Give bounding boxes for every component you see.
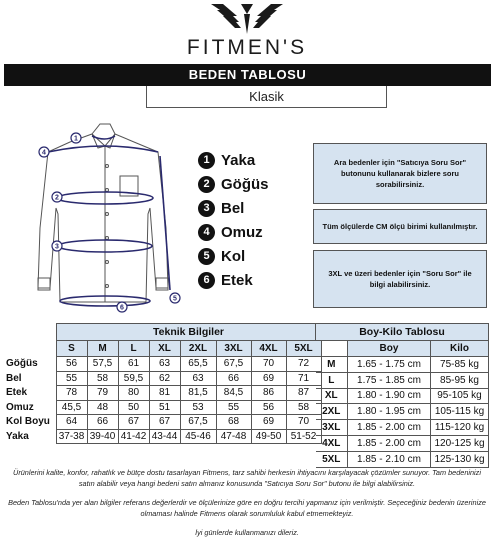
table-cell: 65,5: [180, 357, 216, 372]
measure-item-gogus: [198, 172, 308, 196]
measure-label: Bel: [221, 199, 245, 217]
table-row: [4, 415, 321, 430]
table-cell: 63: [180, 371, 216, 386]
svg-text:1: 1: [74, 135, 78, 143]
table-row: [4, 429, 321, 444]
row-label: Bel: [4, 371, 56, 386]
table-cell: 72: [286, 357, 321, 372]
table-cell: 53: [180, 400, 216, 415]
number-badge: 6: [198, 272, 215, 289]
row-label: Yaka: [4, 429, 56, 444]
size-cell: L: [316, 372, 348, 388]
measure-item-omuz: [198, 220, 308, 244]
table-cell: 67: [149, 415, 180, 430]
table-cell: 55: [216, 400, 251, 415]
measure-item-etek: [198, 268, 308, 292]
boy-kilo-table: [315, 323, 489, 468]
boy-cell: 1.80 - 1.95 cm: [348, 404, 431, 420]
table-cell: 45-46: [180, 429, 216, 444]
table-cell: 47-48: [216, 429, 251, 444]
number-badge: 2: [198, 176, 215, 193]
boy-cell: 1.85 - 2.10 cm: [348, 451, 431, 467]
size-header: XL: [149, 341, 180, 357]
size-cell: 4XL: [316, 435, 348, 451]
measure-item-bel: [198, 196, 308, 220]
fitmens-wing-logo: [207, 2, 287, 36]
table-cell: 66: [87, 415, 118, 430]
size-cell: 2XL: [316, 404, 348, 420]
row-label: Göğüs: [4, 357, 56, 372]
size-header: L: [118, 341, 149, 357]
kilo-cell: 105-115 kg: [431, 404, 489, 420]
table-cell: 81: [149, 386, 180, 401]
table-cell: 62: [149, 371, 180, 386]
table-cell: 41-42: [118, 429, 149, 444]
boy-kilo-title: Boy-Kilo Tablosu: [316, 324, 489, 341]
table-row: [316, 357, 489, 373]
table-cell: 39-40: [87, 429, 118, 444]
size-header: S: [56, 341, 87, 357]
table-cell: 45,5: [56, 400, 87, 415]
table-cell: 37-38: [56, 429, 87, 444]
table-cell: 78: [56, 386, 87, 401]
boy-cell: 1.75 - 1.85 cm: [348, 372, 431, 388]
brand-logo: [0, 2, 494, 60]
svg-text:3: 3: [55, 243, 59, 251]
table-cell: 70: [286, 415, 321, 430]
table-row: [316, 372, 489, 388]
table-cell: 48: [87, 400, 118, 415]
kilo-cell: 125-130 kg: [431, 451, 489, 467]
table-cell: 68: [216, 415, 251, 430]
svg-text:5: 5: [173, 295, 177, 303]
measurement-legend: [198, 148, 308, 292]
info-note-cm-unit: Tüm ölçülerde CM ölçü birimi kullanılmıştır.: [313, 209, 487, 244]
page-subtitle: Klasik: [146, 86, 387, 108]
table-cell: 59,5: [118, 371, 149, 386]
table-cell: 58: [286, 400, 321, 415]
table-cell: 51-52: [286, 429, 321, 444]
technical-size-table: [4, 323, 322, 444]
kilo-cell: 75-85 kg: [431, 357, 489, 373]
size-header: 4XL: [251, 341, 286, 357]
measure-label: Etek: [221, 271, 253, 289]
table-row: [4, 371, 321, 386]
table-cell: 67,5: [216, 357, 251, 372]
size-header: 2XL: [180, 341, 216, 357]
footer-text-3: İyi günlerde kullanmanızı dileriz.: [195, 528, 299, 537]
boy-header: Boy: [348, 341, 431, 357]
table-cell: 71: [286, 371, 321, 386]
table-cell: 64: [56, 415, 87, 430]
table-cell: 56: [251, 400, 286, 415]
table-cell: 66: [216, 371, 251, 386]
measure-label: Göğüs: [221, 175, 269, 193]
table-cell: 69: [251, 371, 286, 386]
table-cell: 43-44: [149, 429, 180, 444]
info-note-ara-beden: Ara bedenler için "Satıcıya Soru Sor" butonunu kullanarak bizlere soru sorabilirsiniz.: [313, 143, 487, 204]
table-row: [316, 404, 489, 420]
shirt-illustration: [30, 118, 200, 314]
table-cell: 56: [56, 357, 87, 372]
table-cell: 70: [251, 357, 286, 372]
boy-cell: 1.65 - 1.75 cm: [348, 357, 431, 373]
table-cell: 50: [118, 400, 149, 415]
number-badge: 3: [198, 200, 215, 217]
table-row: [4, 357, 321, 372]
table-cell: 55: [56, 371, 87, 386]
table-cell: 61: [118, 357, 149, 372]
page-title: BEDEN TABLOSU: [4, 64, 491, 86]
number-badge: 4: [198, 224, 215, 241]
svg-text:6: 6: [120, 304, 124, 312]
technical-table-title: Teknik Bilgiler: [56, 324, 321, 341]
boy-cell: 1.80 - 1.90 cm: [348, 388, 431, 404]
kilo-cell: 85-95 kg: [431, 372, 489, 388]
table-cell: 69: [251, 415, 286, 430]
size-header: M: [87, 341, 118, 357]
number-badge: 1: [198, 152, 215, 169]
row-label: Etek: [4, 386, 56, 401]
boy-cell: 1.85 - 2.00 cm: [348, 420, 431, 436]
row-label: Omuz: [4, 400, 56, 415]
table-cell: 87: [286, 386, 321, 401]
table-cell: 51: [149, 400, 180, 415]
table-cell: 57,5: [87, 357, 118, 372]
size-cell: 5XL: [316, 451, 348, 467]
size-cell: M: [316, 357, 348, 373]
footer-text-1: Ürünlerini kalite, konfor, rahatlık ve bütçe dostu tasarlayan Fitmens, tarz sahibi herkesin ihtiyacını karşılayacak çözümler sunuyor. Tam bedeninizi satın alabilir veya hangi bedeni satın almanız konusunda "Satıcıya Soru Sor" butonu ile bilgi alabilirsiniz.: [13, 468, 481, 488]
table-row: [316, 435, 489, 451]
row-label: Kol Boyu: [4, 415, 56, 430]
svg-text:4: 4: [42, 149, 46, 157]
table-row: [4, 400, 321, 415]
info-note-3xl: 3XL ve üzeri bedenler için "Soru Sor" ile bilgi alabilirsiniz.: [313, 250, 487, 308]
table-row: [316, 451, 489, 467]
table-cell: 58: [87, 371, 118, 386]
measure-item-yaka: [198, 148, 308, 172]
kilo-cell: 120-125 kg: [431, 435, 489, 451]
table-row: [4, 386, 321, 401]
table-cell: 79: [87, 386, 118, 401]
kilo-cell: 95-105 kg: [431, 388, 489, 404]
shirt-diagram: [30, 118, 200, 314]
table-cell: 86: [251, 386, 286, 401]
size-cell: XL: [316, 388, 348, 404]
footer-text-2: Beden Tablosu'nda yer alan bilgiler referans değerlerdir ve ölçülerinize göre en doğru tercihi yapmanız için verilmiştir. Seçeceğiniz bedenin üzerinize olmaması halinde Fitmens olarak sorumluluk kabul etmemekteyiz.: [8, 498, 486, 518]
boy-cell: 1.85 - 2.00 cm: [348, 435, 431, 451]
table-cell: 63: [149, 357, 180, 372]
table-cell: 49-50: [251, 429, 286, 444]
measure-label: Omuz: [221, 223, 263, 241]
size-header: 3XL: [216, 341, 251, 357]
size-header: 5XL: [286, 341, 321, 357]
kilo-header: Kilo: [431, 341, 489, 357]
measure-label: Yaka: [221, 151, 256, 169]
table-cell: 80: [118, 386, 149, 401]
size-cell: 3XL: [316, 420, 348, 436]
measure-label: Kol: [221, 247, 246, 265]
number-badge: 5: [198, 248, 215, 265]
table-cell: 84,5: [216, 386, 251, 401]
svg-text:2: 2: [55, 194, 59, 202]
brand-name: FITMEN'S: [186, 36, 308, 59]
table-row: [316, 388, 489, 404]
table-cell: 67: [118, 415, 149, 430]
kilo-cell: 115-120 kg: [431, 420, 489, 436]
table-cell: 81,5: [180, 386, 216, 401]
measure-item-kol: [198, 244, 308, 268]
table-row: [316, 420, 489, 436]
table-cell: 67,5: [180, 415, 216, 430]
